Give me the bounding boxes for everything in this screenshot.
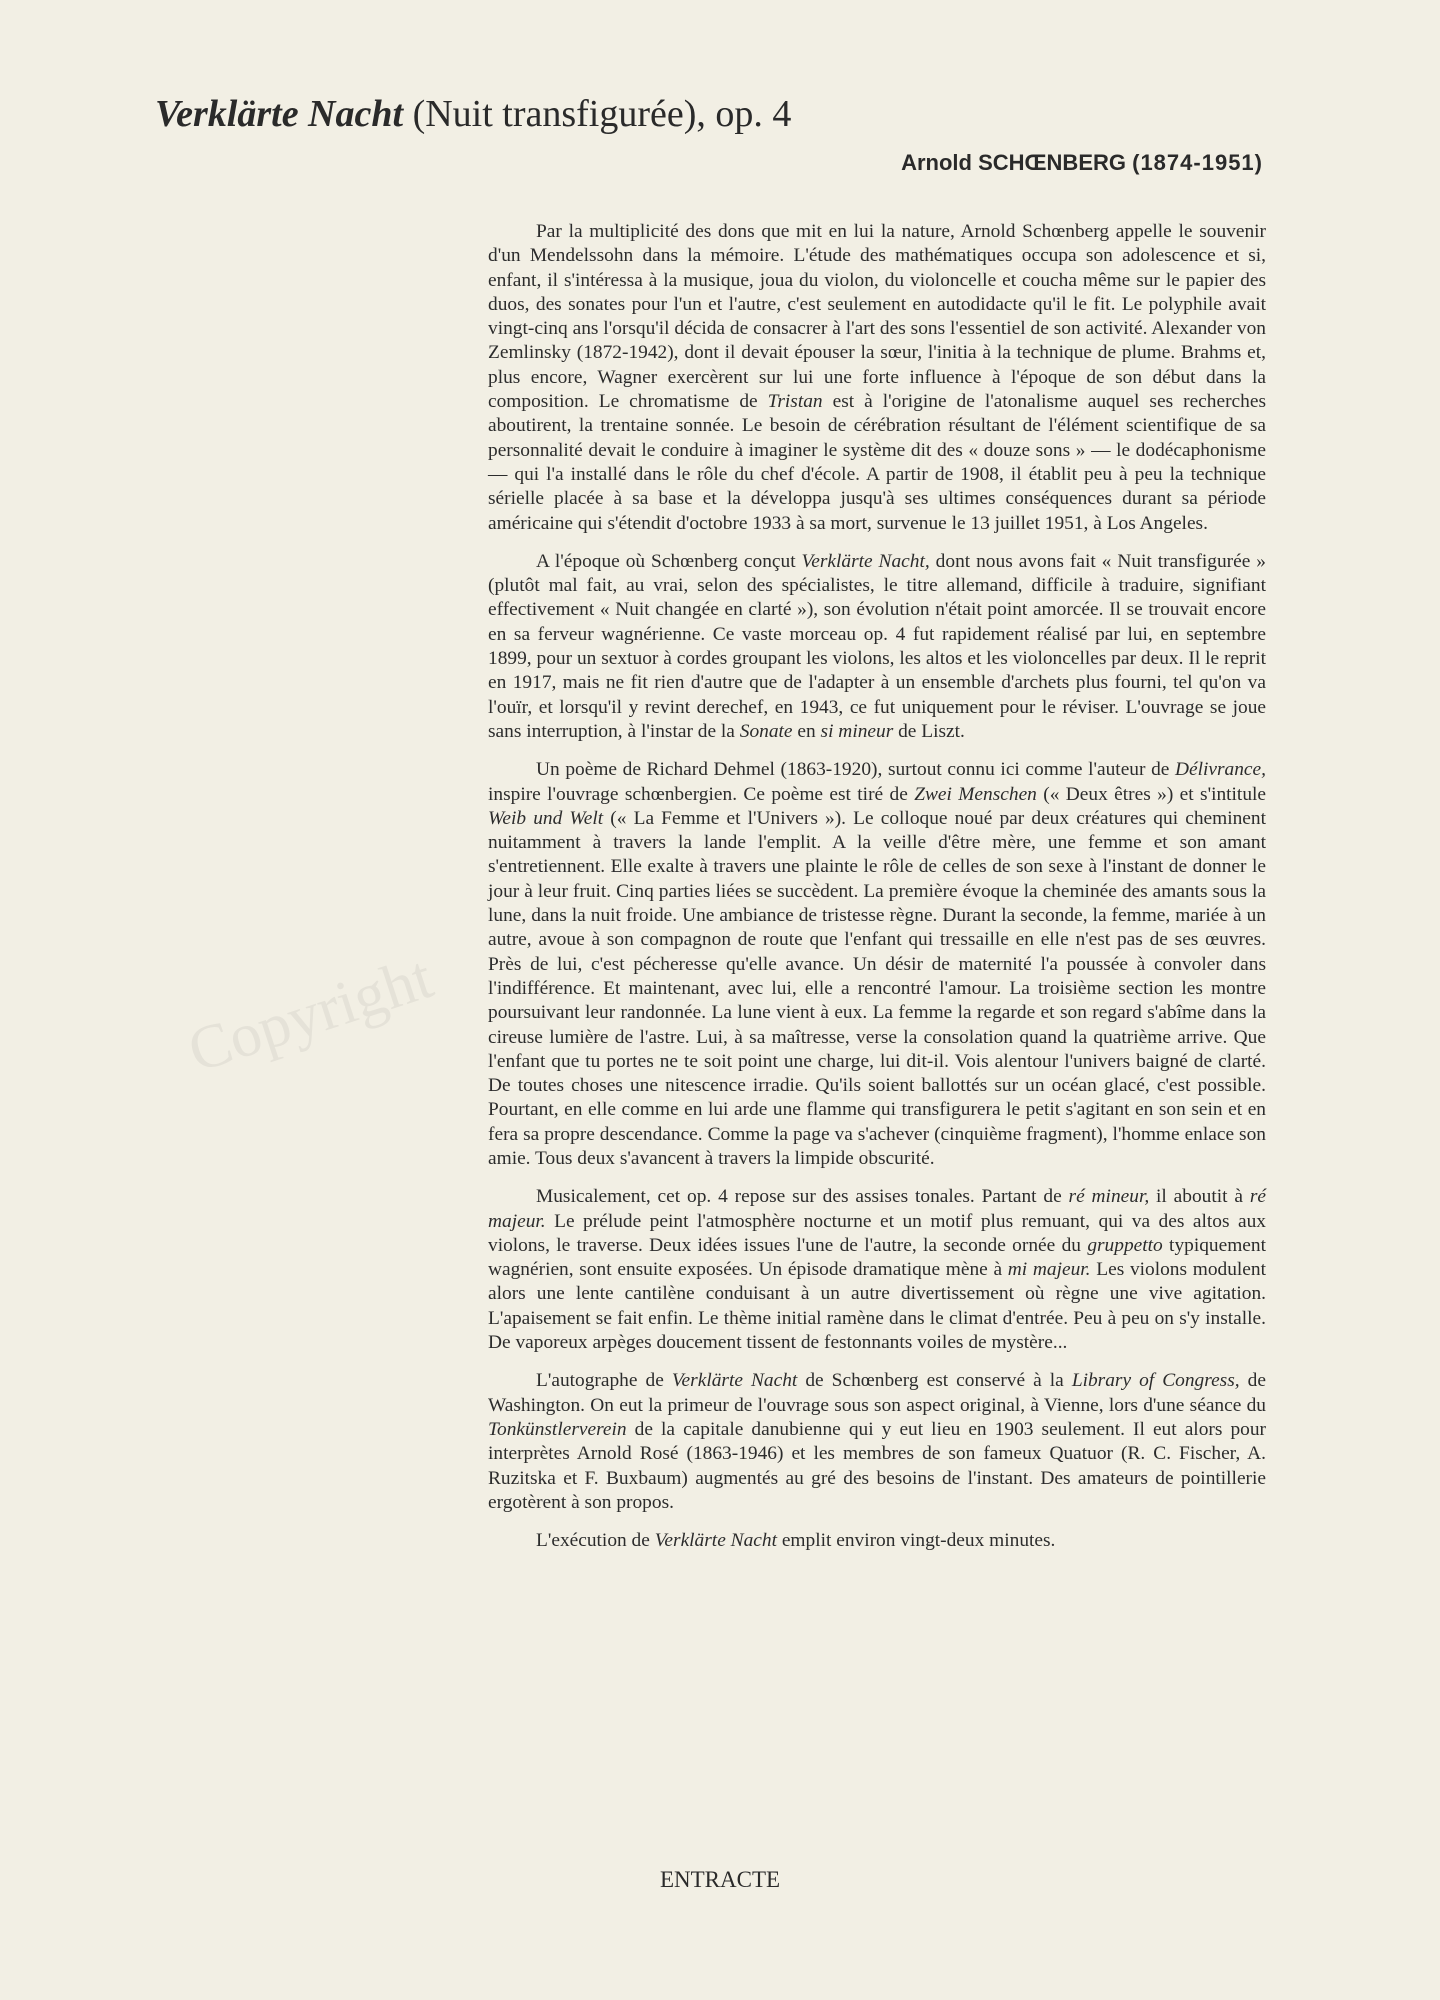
italic-run: Délivrance,	[1175, 759, 1266, 781]
text-run: en	[792, 720, 821, 742]
italic-run: Tristan	[767, 391, 823, 413]
text-run: (« Deux êtres ») et s'intitule	[1036, 783, 1267, 805]
text-run: dont nous avons fait « Nuit transfigurée » (plutôt mal fait, au vrai, selon des spécialistes, le titre allemand, difficile à traduire, signifiant effectivement « Nuit changée en clarté »), son évolution n'était point amorcée. Il se trouvait encore en sa ferveur wagnérienne. Ce vaste morceau op. 4 fut rapidement réalisé par lui, en septembre 1899, pour un sextuor à cordes groupant les violons, les altos et les violoncelles par deux. Il le reprit en 1917, mais ne fit rien d'autre que de l'adapter à un ensemble d'archets plus fourni, tel qu'on va l'ouïr, et lorsqu'il y revint derechef, en 1943, ce fut uniquement pour le réviser. L'ouvrage se joue sans interruption, à l'instar de la	[488, 550, 1266, 742]
composer-line	[901, 150, 1263, 176]
italic-run: ré mineur,	[1068, 1186, 1150, 1208]
paragraph	[488, 1369, 1266, 1515]
copyright-watermark: Copyright	[180, 943, 441, 1086]
italic-run: Weib und Welt	[488, 807, 604, 829]
text-run: Musicalement, cet op. 4 repose sur des assises tonales. Partant de	[536, 1186, 1069, 1208]
italic-run: Library of Congress,	[1071, 1370, 1240, 1392]
footer-entracte: ENTRACTE	[659, 1867, 781, 1892]
text-run: L'exécution de	[536, 1530, 655, 1552]
composer-dates: (1874-1951)	[1132, 150, 1263, 175]
text-run: A l'époque où Schœnberg conçut	[536, 550, 802, 572]
text-run: emplit environ vingt-deux minutes.	[776, 1530, 1056, 1552]
body-text	[488, 220, 1266, 1567]
italic-run: ré majeur.	[488, 1186, 1266, 1232]
page-title	[155, 92, 791, 136]
text-run: typiquement wagnérien, sont ensuite exposées. Un épisode dramatique mène à	[488, 1234, 1266, 1281]
text-run: Un poème de Richard Dehmel (1863-1920), surtout connu ici comme l'auteur de	[536, 759, 1175, 781]
text-run: de Liszt.	[893, 720, 965, 742]
work-title: Verklärte Nacht	[155, 93, 404, 135]
text-run: est à l'origine de l'atonalisme auquel ses recherches aboutirent, la trentaine sonnée. Le besoin de cérébration résultant de l'élément scientifique de sa personnalité devait le conduire à imaginer le système dit des « douze sons » — le dodécaphonisme — qui l'a installé dans le rôle du chef d'école. A partir de 1908, il établit peu à peu la technique sérielle placée à sa base et la développa jusqu'à ses ultimes conséquences durant sa période américaine qui s'étendit d'octobre 1933 à sa mort, survenue le 13 juillet 1951, à Los Angeles.	[488, 391, 1266, 534]
text-run: L'autographe de	[536, 1370, 672, 1392]
text-run: Par la multiplicité des dons que mit en lui la nature, Arnold Schœnberg appelle le souvenir d'un Mendelssohn dans la mémoire. L'étude des mathématiques occupa son adolescence et si, enfant, il s'intéressa à la musique, joua du violon, du violoncelle et coucha même sur le papier des duos, des sonates pour l'un et l'autre, c'est seulement en autodidacte qu'il le fit. Le polyphile avait vingt-cinq ans l'orsqu'il décida de consacrer à l'art des sons l'essentiel de son activité. Alexander von Zemlinsky (1872-1942), dont il devait épouser la sœur, l'initia à la technique de plume. Brahms et, plus encore, Wagner exercèrent sur lui une forte influence à l'époque de son début dans la composition. Le chromatisme de	[488, 221, 1266, 413]
italic-run: Verklärte Nacht	[671, 1370, 798, 1392]
italic-run: Verklärte Nacht	[654, 1530, 777, 1552]
text-run: de la capitale danubienne qui y eut lieu en 1903 seulement. Il eut alors pour interprètes Arnold Rosé (1863-1946) et les membres de son fameux Quatuor (R. C. Fischer, A. Ruzitska et F. Buxbaum) augmentés au gré des besoins de l'instant. Des amateurs de pointillerie ergotèrent à son propos.	[488, 1418, 1266, 1513]
italic-run: Zwei Menschen	[914, 783, 1037, 805]
italic-run: Sonate	[739, 720, 793, 742]
italic-run: Tonkünstlerverein	[488, 1418, 627, 1440]
paragraph	[488, 1529, 1266, 1553]
text-run: Les violons modulent alors une lente cantilène conduisant à un autre divertissement où règne une vive agitation. L'apaisement se fait enfin. Le thème initial ramène dans le climat d'entrée. Peu à peu on s'y installe. De vaporeux arpèges doucement tissent de festonnants voiles de mystère...	[488, 1259, 1266, 1354]
text-run: inspire l'ouvrage schœnbergien. Ce poème est tiré de	[488, 783, 915, 805]
text-run: il aboutit à	[1149, 1186, 1250, 1208]
text-run: (« La Femme et l'Univers »). Le colloque noué par deux créatures qui cheminent nuitamment à travers la lande l'emplit. A la veille d'être mère, une femme et son amant s'entretiennent. Elle exalte à travers une plainte le rôle de celles de son sexe à l'instant de donner le jour à leur fruit. Cinq parties liées se succèdent. La première évoque la cheminée des amants sous la lune, dans la nuit froide. Une ambiance de tristesse règne. Durant la seconde, la femme, mariée à un autre, avoue à son compagnon de route que l'enfant qui tressaille en elle n'est pas de ses œuvres. Près de lui, c'est pécheresse qu'elle avance. Un désir de maternité l'a poussée à convoler dans l'indifférence. Et maintenant, avec lui, elle a rencontré l'amour. La troisième section les montre poursuivant leur randonnée. La lune vient à eux. La femme la regarde et son regard s'abîme dans la cireuse lumière de l'astre. Lui, à sa maîtresse, verse la consolation quand la quatrième arrive. Que l'enfant que tu portes ne te soit point une charge, lui dit-il. Vois alentour l'univers baigné de clarté. De toutes choses une nitescence irradie. Qu'ils soient ballottés sur un océan glacé, c'est possible. Pourtant, en elle comme en lui arde une flamme qui transfigurera le petit s'agitant en son sein et en fera sa propre descendance. Comme la page va s'achever (cinquième fragment), l'homme enlace son amie. Tous deux s'avancent à travers la limpide obscurité.	[488, 807, 1266, 1169]
text-run: de Schœnberg est conservé à la	[797, 1370, 1072, 1392]
composer-name: Arnold SCHŒNBERG	[901, 150, 1126, 175]
text-run: de Washington. On eut la primeur de l'ouvrage sous son aspect original, à Vienne, lors d'une séance du	[488, 1370, 1266, 1416]
paragraph	[488, 1185, 1266, 1355]
paragraph	[488, 758, 1266, 1171]
italic-run: Verklärte Nacht,	[801, 550, 930, 572]
italic-run: gruppetto	[1087, 1234, 1163, 1256]
italic-run: mi majeur.	[1007, 1259, 1091, 1281]
work-subtitle: (Nuit transfigurée), op. 4	[403, 93, 792, 135]
italic-run: si mineur	[820, 720, 894, 742]
text-run: Le prélude peint l'atmosphère nocturne et un motif plus remuant, qui va des altos aux violons, le traverse. Deux idées issues l'une de l'autre, la seconde ornée du	[488, 1210, 1266, 1256]
paragraph	[488, 550, 1266, 744]
paragraph	[488, 220, 1266, 536]
